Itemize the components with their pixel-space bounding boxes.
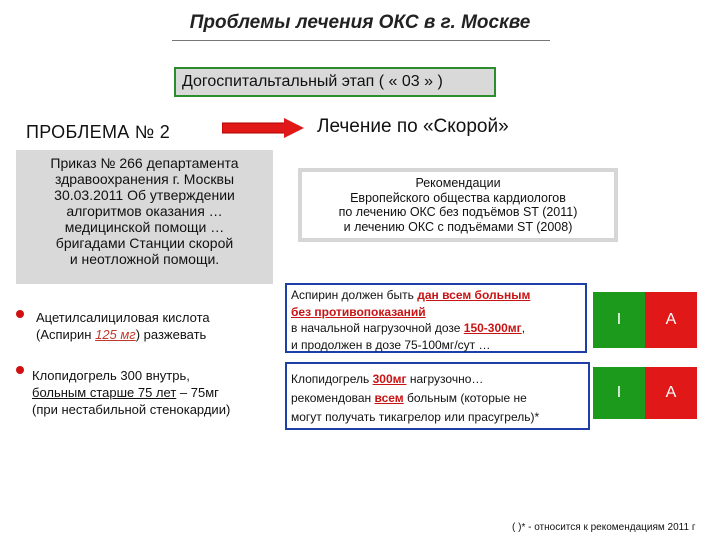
rec-line: и лечению ОКС с подъёмами ST (2008)	[343, 219, 573, 234]
bullet-icon	[16, 310, 24, 318]
level-badge: A	[645, 292, 697, 348]
drug-dose-line	[32, 384, 230, 401]
guideline-highlight: 150-300мг	[463, 321, 522, 335]
guideline-highlight: 300мг	[372, 372, 407, 386]
order-line: алгоритмов оказания …	[66, 203, 223, 219]
guideline-text: ,	[521, 321, 526, 335]
guideline-line: могут получать тикагрелор или прасугрель)*	[291, 410, 540, 424]
guideline-text: в начальной нагрузочной дозе	[291, 321, 464, 335]
drug-note: (при нестабильной стенокардии)	[32, 402, 231, 417]
guideline-line	[291, 389, 584, 408]
drug-name: Ацетилсалициловая кислота	[36, 310, 210, 325]
footnote: ( )* - относится к рекомендациям 2011 г	[512, 522, 696, 533]
drug-clopidogrel	[32, 367, 230, 418]
guideline-text: Аспирин должен быть	[291, 288, 418, 302]
class-badge: I	[593, 367, 645, 419]
order-line: Приказ № 266 департамента	[50, 155, 239, 171]
rec-line: по лечению ОКС без подъёмов ST (2011)	[338, 205, 578, 219]
guideline-line: и продолжен в дозе 75-100мг/сут …	[291, 337, 491, 352]
bullet-icon	[16, 366, 24, 374]
arrow-right-icon	[222, 118, 304, 138]
order-box	[16, 150, 273, 284]
drug-dose-pre: (Аспирин	[36, 327, 96, 342]
rec-line: Рекомендации	[415, 176, 501, 190]
guideline-text: нагрузочно…	[406, 372, 484, 386]
drug-dose-line	[36, 326, 210, 343]
order-line: бригадами Станции скорой	[55, 235, 234, 251]
drug-dose-post: ) разжевать	[135, 327, 207, 342]
class-badge: I	[593, 292, 645, 348]
guideline-line	[291, 287, 581, 304]
recommendations-box	[298, 168, 618, 242]
guideline-highlight: без противопоказаний	[291, 304, 426, 319]
drug-dose: 125 мг	[95, 327, 136, 342]
drug-name: Клопидогрель 300 внутрь,	[32, 368, 190, 383]
order-line: и неотложной помощи.	[69, 251, 220, 267]
guideline-line	[291, 370, 584, 389]
drug-aspirin	[36, 309, 210, 343]
guideline-text: больным (которые не	[403, 391, 527, 405]
treatment-label: Лечение по «Скорой»	[317, 116, 509, 137]
guideline-line	[291, 304, 581, 321]
stage-box: Догоспитальтальный этап ( « 03 » )	[174, 67, 496, 97]
order-line: здравоохранения г. Москвы	[54, 171, 235, 187]
guideline-text: Клопидогрель	[291, 372, 373, 386]
guideline-aspirin	[285, 283, 587, 353]
guideline-text: рекомендован	[291, 391, 375, 405]
slide-title: Проблемы лечения ОКС в г. Москве	[189, 12, 531, 33]
guideline-line	[291, 320, 581, 337]
title-underline	[172, 40, 550, 41]
guideline-clopidogrel	[285, 362, 590, 430]
guideline-highlight: дан всем больным	[417, 288, 531, 302]
level-badge: A	[645, 367, 697, 419]
guideline-highlight: всем	[374, 391, 404, 405]
rec-line: Европейского общества кардиологов	[350, 190, 566, 205]
drug-dose-post: – 75мг	[176, 385, 219, 400]
order-line: медицинской помощи …	[64, 219, 225, 235]
order-line: 30.03.2011 Об утверждении	[54, 187, 235, 203]
drug-age-condition: больным старше 75 лет	[32, 385, 177, 400]
problem-label: ПРОБЛЕМА № 2	[26, 122, 171, 142]
